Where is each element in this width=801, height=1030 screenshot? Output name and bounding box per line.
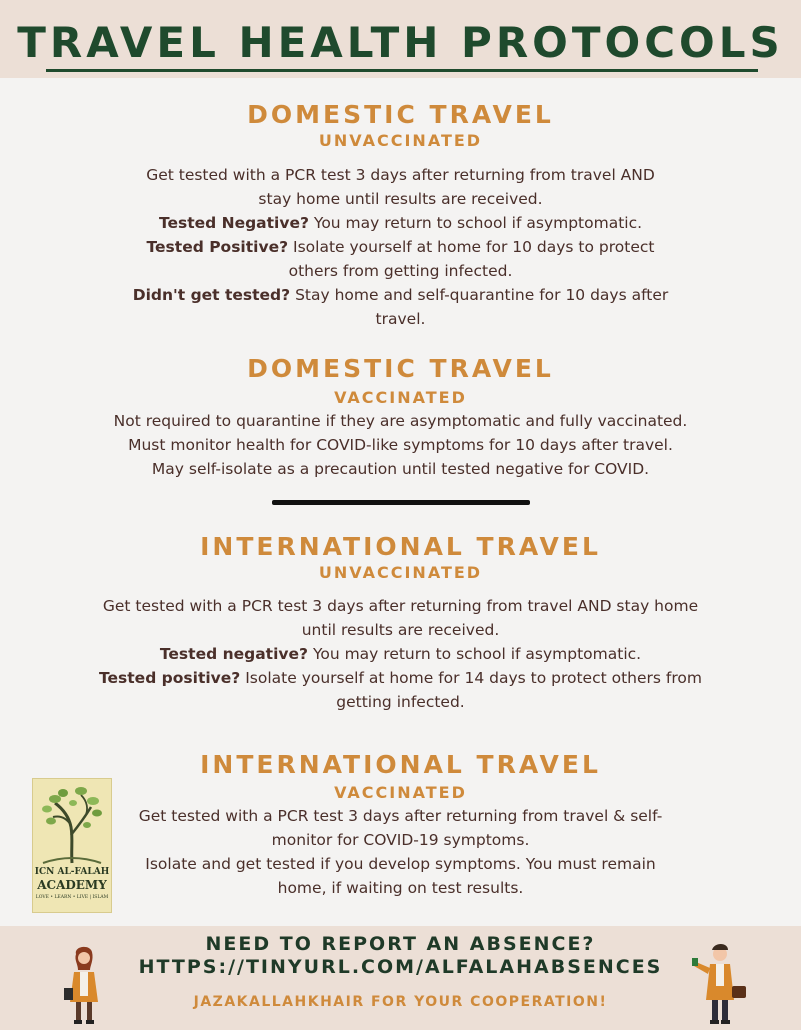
section-body [0, 594, 801, 714]
section-subtitle: VACCINATED [334, 783, 467, 802]
section-title: DOMESTIC TRAVEL [247, 354, 554, 383]
body-line: home, if waiting on test results. [277, 879, 524, 897]
section-body [0, 163, 801, 331]
body-line: Didn't get tested? Stay home and self-quarantine for 10 days after [132, 286, 669, 304]
body-line: Get tested with a PCR test 3 days after returning from travel & self- [138, 807, 663, 825]
absence-prompt: NEED TO REPORT AN ABSENCE? [205, 933, 596, 955]
section-subtitle: VACCINATED [334, 388, 467, 407]
section-title: INTERNATIONAL TRAVEL [200, 750, 601, 779]
thanks-message: JAZAKALLAHKHAIR FOR YOUR COOPERATION! [193, 994, 608, 1010]
body-line: Tested Negative? You may return to school if asymptomatic. [158, 214, 643, 232]
section-body [0, 409, 801, 481]
body-line: Must monitor health for COVID-like symptoms for 10 days after travel. [128, 436, 673, 454]
section-domestic-vaccinated [0, 354, 801, 481]
body-line: Not required to quarantine if they are asymptomatic and fully vaccinated. [113, 412, 688, 430]
body-line: Get tested with a PCR test 3 days after returning from travel AND stay home [102, 597, 699, 615]
body-line: monitor for COVID-19 symptoms. [271, 831, 530, 849]
section-divider [272, 500, 530, 505]
tree-icon [33, 779, 111, 869]
section-title: INTERNATIONAL TRAVEL [200, 532, 601, 561]
traveler-woman-icon [60, 944, 110, 1026]
absence-link[interactable]: HTTPS://TINYURL.COM/ALFALAHABSENCES [138, 956, 663, 978]
body-line: Tested negative? You may return to school if asymptomatic. [159, 645, 642, 663]
logo-tagline: LOVE • LEARN • LIVE | ISLAM [35, 895, 109, 900]
body-line: Isolate and get tested if you develop symptoms. You must remain [145, 855, 656, 873]
page-title: TRAVEL HEALTH PROTOCOLS [17, 18, 784, 67]
body-line: travel. [375, 310, 426, 328]
logo-name-line1: ICN AL-FALAH [34, 867, 110, 877]
section-title: DOMESTIC TRAVEL [247, 100, 554, 129]
logo-name-line2: ACADEMY [37, 878, 107, 892]
body-line: getting infected. [336, 693, 465, 711]
section-body [0, 804, 801, 900]
body-line: May self-isolate as a precaution until tested negative for COVID. [151, 460, 650, 478]
section-subtitle: UNVACCINATED [318, 131, 483, 150]
title-underline [46, 69, 758, 72]
section-international-unvaccinated [0, 532, 801, 714]
body-line: stay home until results are received. [258, 190, 543, 208]
traveler-man-icon [688, 942, 758, 1028]
body-line: others from getting infected. [288, 262, 513, 280]
body-line: Tested positive? Isolate yourself at home for 14 days to protect others from [99, 669, 702, 687]
section-domestic-unvaccinated [0, 100, 801, 331]
body-line: Get tested with a PCR test 3 days after returning from travel AND [146, 166, 655, 184]
body-line: Tested Positive? Isolate yourself at home for 10 days to protect [146, 238, 655, 256]
body-line: until results are received. [301, 621, 500, 639]
academy-logo [32, 778, 112, 913]
section-subtitle: UNVACCINATED [318, 563, 483, 582]
section-international-vaccinated [0, 750, 801, 900]
